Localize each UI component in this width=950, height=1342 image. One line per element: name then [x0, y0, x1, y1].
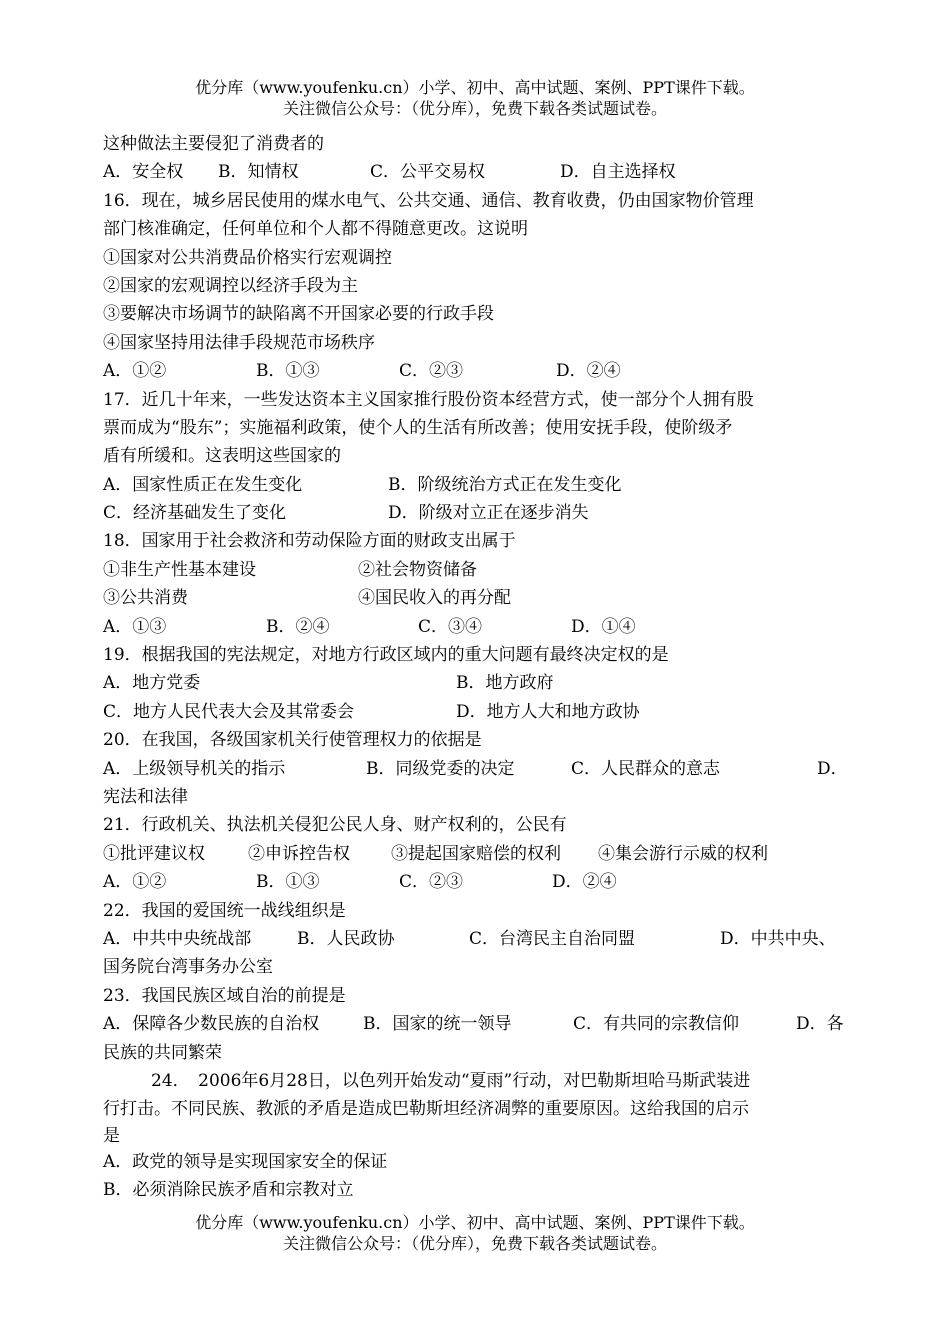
q24-option-b: B．必须消除民族矛盾和宗教对立 — [103, 1180, 354, 1201]
footer-line-1: 优分库（www.youfenku.cn）小学、初中、高中试题、案例、PPT课件下载。 — [195, 1213, 755, 1232]
q17-option-b: B．阶级统治方式正在发生变化 — [388, 474, 622, 495]
q15-option-a: A．安全权 — [103, 162, 184, 183]
q24-option-a: A．政党的领导是实现国家安全的保证 — [103, 1151, 388, 1172]
q17-stem-line1: 17．近几十年来，一些发达资本主义国家推行股份资本经营方式，使一部分个人拥有股 — [103, 389, 754, 410]
q21-statement-3: ③提起国家赔偿的权利 — [391, 843, 561, 864]
q18-statement-1: ①非生产性基本建设 — [103, 559, 256, 580]
q23-option-d-cont: 民族的共同繁荣 — [103, 1042, 222, 1063]
q20-option-b: B．同级党委的决定 — [366, 758, 515, 779]
q19-options-row1 — [103, 669, 848, 697]
q24-stem-line3: 是 — [103, 1125, 120, 1146]
q22-stem: 22．我国的爱国统一战线组织是 — [103, 900, 346, 921]
header-line-1: 优分库（www.youfenku.cn）小学、初中、高中试题、案例、PPT课件下载。 — [195, 78, 755, 97]
q15-option-d: D．自主选择权 — [560, 162, 676, 183]
q17-option-d: D．阶级对立正在逐步消失 — [388, 503, 589, 524]
q19-option-c: C．地方人民代表大会及其常委会 — [103, 701, 355, 722]
q17-option-a: A．国家性质正在发生变化 — [103, 474, 303, 495]
q16-statement-2: ②国家的宏观调控以经济手段为主 — [103, 275, 358, 296]
q21-option-a: A．①② — [103, 872, 167, 893]
q19-option-b: B．地方政府 — [456, 673, 554, 694]
q18-option-a: A．①③ — [103, 616, 167, 637]
q23-option-b: B．国家的统一领导 — [363, 1014, 512, 1035]
q24-stem-line2: 行打击。不同民族、教派的矛盾是造成巴勒斯坦经济凋弊的重要原因。这给我国的启示 — [103, 1099, 749, 1120]
q16-stem-line1: 16．现在，城乡居民使用的煤水电气、公共交通、通信、教育收费，仍由国家物价管理 — [103, 190, 754, 211]
q17-options-row2 — [103, 499, 848, 527]
q22-option-d: D．中共中央、 — [720, 928, 836, 949]
q20-stem: 20．在我国，各级国家机关行使管理权力的依据是 — [103, 730, 482, 751]
q20-option-d-cont: 宪法和法律 — [103, 786, 188, 807]
q24-stem-line1: 24． 2006年6月28日，以色列开始发动“夏雨”行动，对巴勒斯坦哈马斯武装进 — [151, 1070, 751, 1091]
q18-option-b: B．②④ — [266, 616, 330, 637]
q16-stem-line2: 部门核准确定，任何单位和个人都不得随意更改。这说明 — [103, 219, 528, 240]
q21-statement-2: ②申诉控告权 — [248, 843, 350, 864]
q16-statement-1: ①国家对公共消费品价格实行宏观调控 — [103, 247, 392, 268]
q20-option-c: C．人民群众的意志 — [571, 758, 721, 779]
q16-option-b: B．①③ — [256, 361, 320, 382]
q21-statement-1: ①批评建议权 — [103, 843, 205, 864]
q18-statement-2: ②社会物资储备 — [358, 559, 477, 580]
q23-option-c: C．有共同的宗教信仰 — [573, 1014, 740, 1035]
q19-option-a: A．地方党委 — [103, 673, 201, 694]
q23-option-a: A．保障各少数民族的自治权 — [103, 1014, 320, 1035]
q21-statements — [103, 840, 848, 868]
q15-option-b: B．知情权 — [218, 162, 299, 183]
q15-option-c: C．公平交易权 — [370, 162, 486, 183]
q21-statement-4: ④集会游行示威的权利 — [598, 843, 768, 864]
header-line-2: 关注微信公众号：（优分库），免费下载各类试题试卷。 — [282, 99, 667, 118]
q16-statement-4: ④国家坚持用法律手段规范市场秩序 — [103, 332, 375, 353]
q19-option-d: D．地方人大和地方政协 — [456, 701, 640, 722]
q18-statement-4: ④国民收入的再分配 — [358, 588, 511, 609]
q17-stem-line3: 盾有所缓和。这表明这些国家的 — [103, 446, 341, 467]
q18-option-c: C．③④ — [418, 616, 483, 637]
q23-options — [103, 1010, 848, 1038]
q16-option-c: C．②③ — [399, 361, 464, 382]
q16-statement-3: ③要解决市场调节的缺陷离不开国家必要的行政手段 — [103, 304, 494, 325]
q22-option-c: C．台湾民主自治同盟 — [469, 928, 636, 949]
q18-statements-row2 — [103, 584, 848, 612]
q18-statement-3: ③公共消费 — [103, 588, 188, 609]
q23-stem: 23．我国民族区域自治的前提是 — [103, 985, 346, 1006]
q15-options — [103, 158, 848, 186]
q18-option-d: D．①④ — [571, 616, 636, 637]
q17-stem-line2: 票而成为“股东”；实施福利政策，使个人的生活有所改善；使用安抚手段，使阶级矛 — [103, 417, 733, 438]
q18-statements-row1 — [103, 556, 848, 584]
q16-option-a: A．①② — [103, 361, 167, 382]
q18-options — [103, 613, 848, 641]
q17-option-c: C．经济基础发生了变化 — [103, 503, 287, 524]
q19-options-row2 — [103, 698, 848, 726]
q19-stem: 19．根据我国的宪法规定，对地方行政区域内的重大问题有最终决定权的是 — [103, 645, 669, 666]
q21-option-c: C．②③ — [399, 872, 464, 893]
q16-option-d: D．②④ — [556, 361, 621, 382]
q22-option-a: A．中共中央统战部 — [103, 928, 252, 949]
q20-options — [103, 755, 848, 783]
footer-line-2: 关注微信公众号：（优分库），免费下载各类试题试卷。 — [282, 1234, 667, 1253]
q22-option-d-cont: 国务院台湾事务办公室 — [103, 957, 273, 978]
q21-option-b: B．①③ — [256, 872, 320, 893]
q20-option-d: D． — [817, 758, 848, 779]
q21-options — [103, 868, 848, 896]
q20-option-a: A．上级领导机关的指示 — [103, 758, 286, 779]
q16-options — [103, 357, 848, 385]
q17-options-row1 — [103, 471, 848, 499]
q22-option-b: B．人民政协 — [297, 928, 395, 949]
q21-option-d: D．②④ — [552, 872, 617, 893]
q21-stem: 21．行政机关、执法机关侵犯公民人身、财产权利的，公民有 — [103, 815, 567, 836]
question-body — [103, 130, 848, 1204]
q15-stem-tail: 这种做法主要侵犯了消费者的 — [103, 134, 324, 154]
q22-options — [103, 925, 848, 953]
q23-option-d: D．各 — [796, 1014, 844, 1035]
q18-stem: 18．国家用于社会救济和劳动保险方面的财政支出属于 — [103, 531, 516, 552]
